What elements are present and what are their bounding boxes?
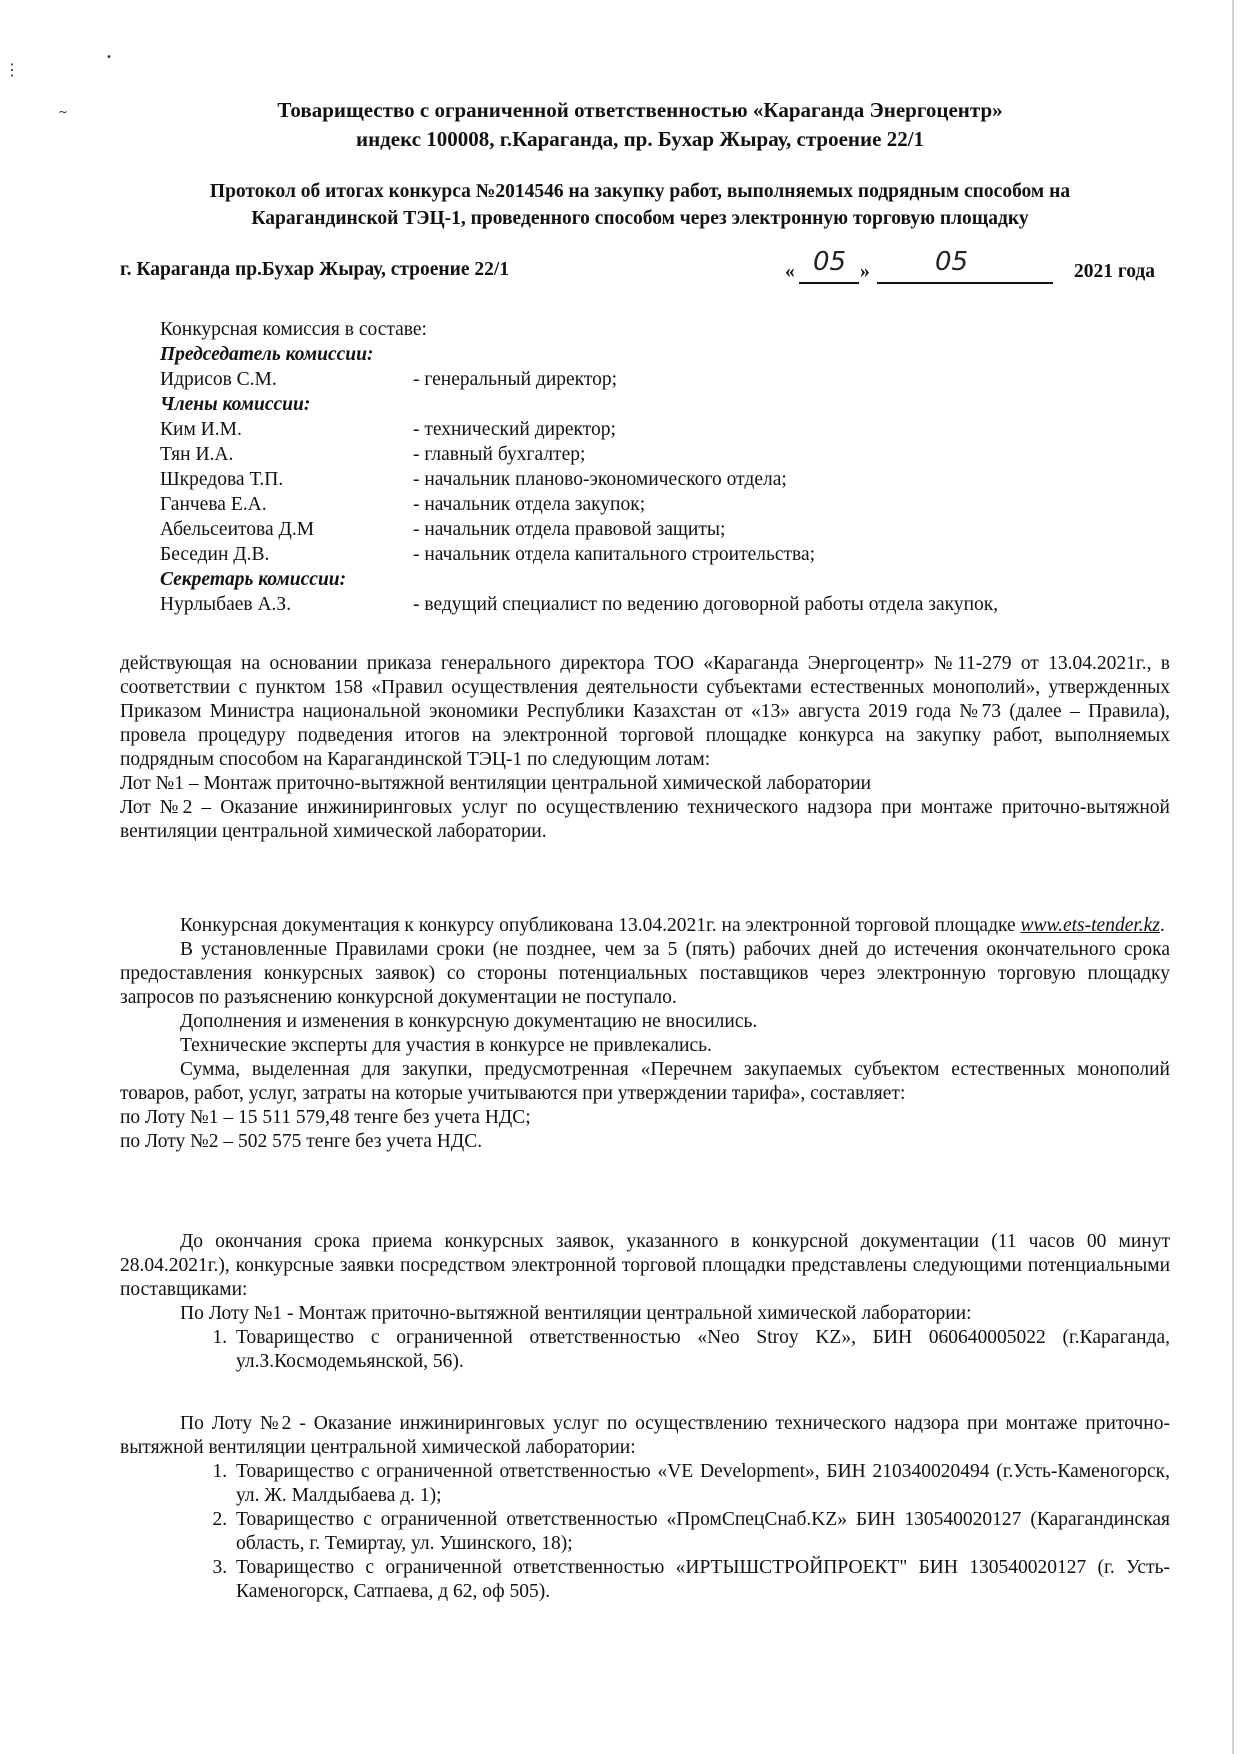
no-changes-paragraph: Дополнения и изменения в конкурсную документацию не вносились. (180, 1011, 758, 1032)
day-underline (799, 282, 859, 284)
member-name: Ким И.М. (160, 419, 242, 440)
amount-paragraph: Сумма, выделенная для закупки, предусмотренная «Перечнем закупаемых субъектом естественных монополий товаров, работ, услуг, затраты на которые учитываются при утверждении тарифа», составляет: (120, 1059, 1170, 1104)
procedure-section (120, 914, 1170, 1154)
member-name: Беседин Д.В. (160, 544, 270, 565)
scan-speck: ⋮ (4, 60, 20, 79)
date-month: 05 (935, 247, 969, 277)
member-name: Тян И.А. (160, 444, 234, 465)
applications-section (120, 1230, 1170, 1374)
publication-paragraph: Конкурсная документация к конкурсу опубликована 13.04.2021г. на электронной торговой площадке www.ets-tender.kz. (180, 915, 1165, 936)
members-heading: Члены комиссии: (160, 394, 311, 415)
supplier-item: 1. Товарищество с ограниченной ответственностью «VE Development», БИН 210340020494 (г.Усть-Каменогорск, ул. Ж. Малдыбаева д. 1); (232, 1460, 1170, 1508)
lot2-applications-section (120, 1412, 1170, 1604)
protocol-title-line1: Протокол об итогах конкурса №2014546 на закупку работ, выполняемых подрядным способом на (209, 181, 1071, 202)
scan-speck: • (106, 52, 112, 63)
chairman-row (160, 368, 1160, 393)
place-date-line (120, 247, 1155, 288)
basis-section (120, 652, 1170, 844)
no-experts-paragraph: Технические эксперты для участия в конкурсе не привлекались. (180, 1035, 712, 1056)
lot1-heading: По Лоту №1 - Монтаж приточно-вытяжной вентиляции центральной химической лаборатории: (180, 1303, 972, 1324)
scan-edge-line (1232, 0, 1234, 1754)
member-role: - технический директор; (413, 419, 616, 440)
date-day: 05 (813, 247, 847, 277)
member-name: Ганчева Е.А. (160, 494, 267, 515)
member-role: - начальник отдела правовой защиты; (413, 519, 726, 540)
member-row (160, 543, 1160, 568)
lot2-heading: По Лоту №2 - Оказание инжиниринговых услуг по осуществлению технического надзора при монтаже приточно-вытяжной вентиляции центральной химической лаборатории: (120, 1413, 1170, 1458)
member-role: - генеральный директор; (413, 369, 618, 390)
member-role: - начальник планово-экономического отдела; (413, 469, 787, 490)
basis-paragraph: действующая на основании приказа генерального директора ТОО «Караганда Энергоцентр» №11-279 от 13.04.2021г., в соответствии с пунктом 158 «Правил осуществления деятельности субъектами естественных монополий», утвержденных Приказом Министра национальной экономики Республики Казахстан от «13» августа 2019 года №73 (далее – Правила), провела процедуру подведения итогов на электронной торговой площадке конкурса на закупку работ, выполняемых подрядным способом на Карагандинской ТЭЦ-1 по следующим лотам: (120, 653, 1170, 770)
member-name: Идрисов С.М. (160, 369, 277, 390)
deadline-paragraph: До окончания срока приема конкурсных заявок, указанного в конкурсной документации (11 часов 00 минут 28.04.2021г.), конкурсные заявки посредством электронной торговой площадки представлены следующими потенциальными поставщиками: (120, 1231, 1170, 1300)
member-name: Нурлыбаев А.З. (160, 594, 292, 615)
lot1-title: Лот №1 – Монтаж приточно-вытяжной вентиляции центральной химической лаборатории (120, 773, 872, 794)
member-name: Шкредова Т.П. (160, 469, 284, 490)
member-role: - ведущий специалист по ведению договорной работы отдела закупок, (413, 594, 999, 615)
member-row (160, 493, 1160, 518)
member-role: - начальник отдела капитального строительства; (413, 544, 816, 565)
publication-text: Конкурсная документация к конкурсу опубликована 13.04.2021г. на электронной торговой площадке (180, 915, 1016, 936)
commission-intro: Конкурсная комиссия в составе: (160, 319, 427, 340)
supplier-item: 3. Товарищество с ограниченной ответственностью «ИРТЫШСТРОЙПРОЕКТ" БИН 130540020127 (г. Усть-Каменогорск, Сатпаева, д 62, оф 505). (232, 1556, 1170, 1604)
member-role: - главный бухгалтер; (413, 444, 586, 465)
member-row (160, 468, 1160, 493)
member-row (160, 418, 1160, 443)
document-date (785, 247, 1155, 288)
lot2-title: Лот №2 – Оказание инжиниринговых услуг по осуществлению технического надзора при монтаже приточно-вытяжной вентиляции центральной химической лаборатории. (120, 797, 1170, 842)
org-address: индекс 100008, г.Караганда, пр. Бухар Жырау, строение 22/1 (355, 127, 925, 151)
supplier-item: 2. Товарищество с ограниченной ответственностью «ПромСпецСнаб.KZ» БИН 130540020127 (Карагандинская область, г. Темиртау, ул. Ушинского, 18); (232, 1508, 1170, 1556)
no-requests-paragraph: В установленные Правилами сроки (не позднее, чем за 5 (пять) рабочих дней до истечения окончательного срока предоставления конкурсных заявок) со стороны потенциальных поставщиков через электронную торговую площадку запросов по разъяснению конкурсной документации не поступало. (120, 939, 1170, 1008)
member-role: - начальник отдела закупок; (413, 494, 646, 515)
commission-list (160, 318, 1160, 618)
lot1-supplier-list (120, 1326, 1170, 1374)
amount-lot2: по Лоту №2 – 502 575 тенге без учета НДС. (120, 1131, 483, 1152)
date-open-quote: « (785, 261, 795, 282)
month-underline (877, 282, 1053, 284)
member-name: Абельсеитова Д.М (160, 519, 315, 540)
document-place: г. Караганда пр.Бухар Жырау, строение 22/1 (120, 259, 510, 280)
scan-speck: ~ (58, 105, 69, 119)
secretary-heading: Секретарь комиссии: (160, 569, 347, 590)
secretary-row (160, 593, 1160, 618)
lot2-supplier-list (120, 1460, 1170, 1604)
supplier-item: 1. Товарищество с ограниченной ответственностью «Neo Stroy KZ», БИН 060640005022 (г.Караганда, ул.З.Космодемьянской, 56). (232, 1326, 1170, 1374)
protocol-title-line2: Карагандинской ТЭЦ-1, проведенного способом через электронную торговую площадку (251, 208, 1029, 229)
date-close-quote: » (860, 261, 870, 282)
ets-tender-link[interactable]: www.ets-tender.kz (1020, 915, 1160, 936)
date-year: 2021 года (1073, 261, 1155, 282)
chairman-heading: Председатель комиссии: (160, 344, 374, 365)
amount-lot1: по Лоту №1 – 15 511 579,48 тенге без учета НДС; (120, 1107, 531, 1128)
member-row (160, 518, 1160, 543)
org-name: Товарищество с ограниченной ответственностью «Караганда Энергоцентр» (277, 98, 1003, 122)
member-row (160, 443, 1160, 468)
